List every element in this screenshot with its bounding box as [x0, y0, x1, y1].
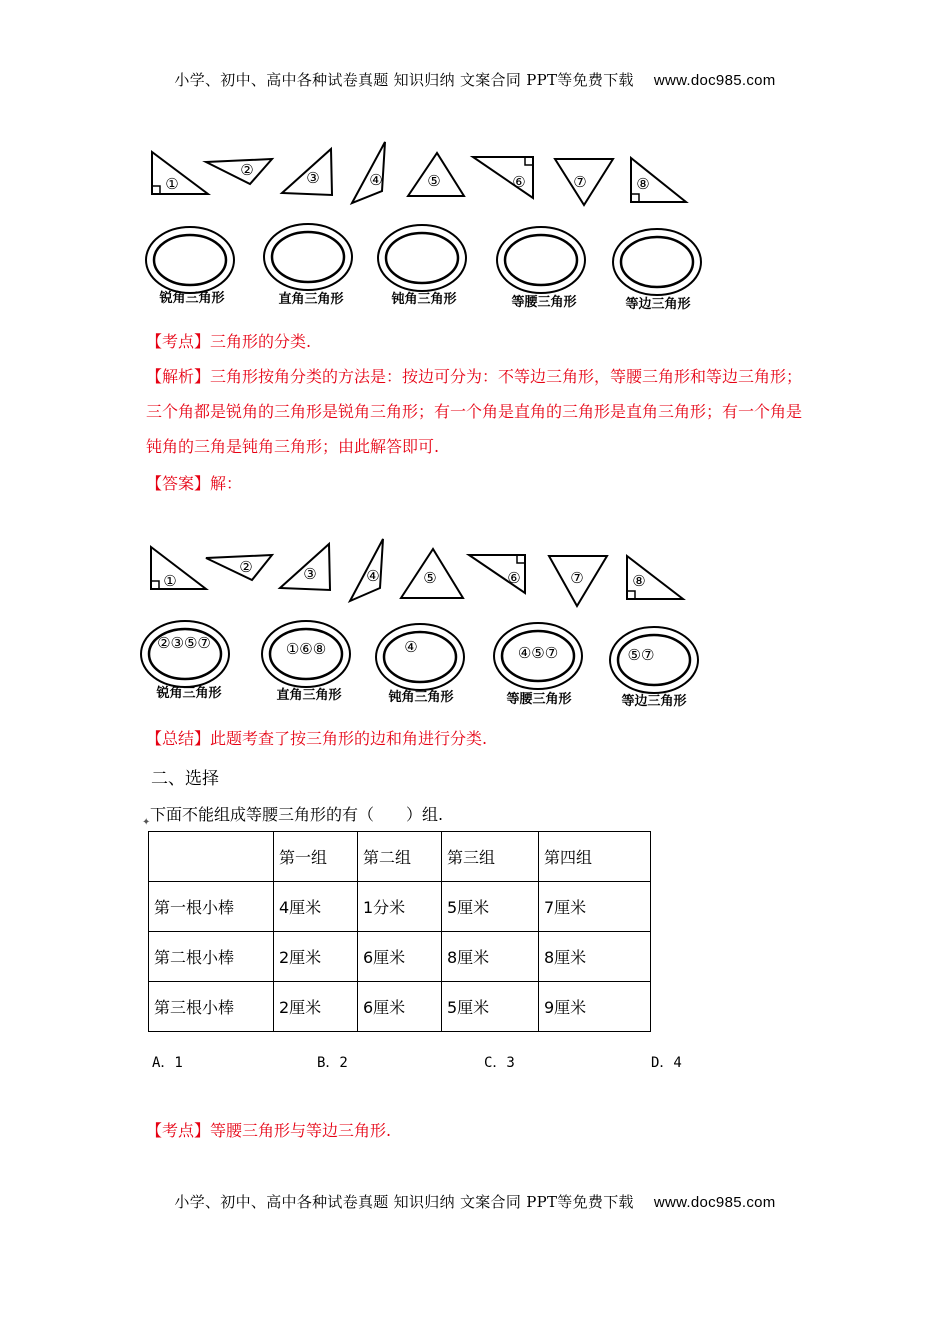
table-cell: 第二组	[358, 832, 442, 882]
answer-category-label: 等边三角形	[621, 694, 687, 709]
answer-triangle-label-8: ⑧	[632, 572, 646, 590]
table-cell: 1分米	[358, 882, 442, 932]
triangle-label-5: ⑤	[427, 172, 441, 190]
answer-right: ①⑥⑧	[285, 640, 327, 658]
kaodian-tag: 【考点】	[146, 1121, 211, 1140]
header-site: www.doc985.com	[653, 72, 776, 89]
category-label: 钝角三角形	[391, 292, 457, 307]
answer-category-label: 等腰三角形	[506, 692, 572, 707]
jiexi	[146, 359, 806, 464]
answer-isosceles: ④⑤⑦	[517, 644, 559, 662]
option-b[interactable]: B．2	[317, 1055, 348, 1071]
table-cell: 4厘米	[274, 882, 358, 932]
table-header-row	[149, 832, 651, 882]
zongjie-text: 此题考查了按三角形的边和角进行分类.	[210, 729, 488, 748]
option-a[interactable]: A．1	[152, 1055, 183, 1071]
option-d[interactable]: D．4	[651, 1055, 682, 1071]
triangle-2	[206, 159, 272, 184]
table-cell: 8厘米	[442, 932, 539, 982]
kaodian-2	[146, 1114, 806, 1148]
category-label: 等边三角形	[625, 297, 691, 312]
table-row	[149, 982, 651, 1032]
triangle-label-8: ⑧	[636, 175, 650, 193]
answer-category-label: 直角三角形	[276, 688, 342, 703]
option-c[interactable]: C．3	[484, 1055, 515, 1071]
answer-triangle-label-7: ⑦	[570, 569, 584, 587]
kaodian-1	[146, 325, 806, 359]
answer-triangle-label-6: ⑥	[507, 569, 521, 587]
kaodian-text: 三角形的分类.	[210, 332, 312, 351]
kaodian-text: 等腰三角形与等边三角形.	[210, 1121, 392, 1140]
triangle-label-7: ⑦	[573, 173, 587, 191]
answer-triangle-label-5: ⑤	[423, 569, 437, 587]
zongjie-tag: 【总结】	[146, 729, 211, 748]
table-cell: 第三组	[442, 832, 539, 882]
question-text: 下面不能组成等腰三角形的有（ ）组.	[150, 805, 444, 824]
triangle-label-4: ④	[369, 171, 383, 189]
table-cell: 第一根小棒	[149, 882, 274, 932]
kaodian-tag: 【考点】	[146, 332, 211, 351]
page-header	[0, 69, 950, 90]
table-cell: 第三根小棒	[149, 982, 274, 1032]
answer-equilateral: ⑤⑦	[627, 646, 655, 664]
table-cell: 第二根小棒	[149, 932, 274, 982]
daan	[146, 467, 806, 501]
anchor-mark: ✦	[142, 817, 151, 828]
table-cell: 6厘米	[358, 982, 442, 1032]
triangle-label-6: ⑥	[512, 173, 526, 191]
table-row	[149, 882, 651, 932]
answer-triangle-label-1: ①	[163, 572, 177, 590]
table-cell: 7厘米	[539, 882, 651, 932]
section-heading: 二、选择	[151, 769, 219, 789]
table-cell: 5厘米	[442, 982, 539, 1032]
answer-obtuse: ④	[404, 638, 418, 656]
category-label: 等腰三角形	[511, 295, 577, 310]
question-figure	[140, 138, 710, 318]
footer-site: www.doc985.com	[653, 1194, 776, 1211]
triangle-label-3: ③	[306, 169, 320, 187]
triangle-label-2: ②	[240, 161, 254, 179]
table-cell: 9厘米	[539, 982, 651, 1032]
table-row	[149, 932, 651, 982]
jiexi-text: 三角形按角分类的方法是：按边可分为：不等边三角形，等腰三角形和等边三角形；三个角都是锐角的三角形是锐角三角形；有一个角是直角的三角形是直角三角形；有一个角是钝角的三角是钝角三角形；由此解答即可.	[146, 367, 803, 456]
category-label: 直角三角形	[278, 292, 344, 307]
answer-triangle-label-2: ②	[239, 558, 253, 576]
daan-text: 解：	[210, 474, 243, 493]
table-cell: 5厘米	[442, 882, 539, 932]
answer-figure	[140, 533, 710, 713]
table-cell: 2厘米	[274, 982, 358, 1032]
table-cell: 2厘米	[274, 932, 358, 982]
header-text: 小学、初中、高中各种试卷真题 知识归纳 文案合同 PPT等免费下载	[174, 71, 634, 89]
triangle-label-1: ①	[165, 175, 179, 193]
daan-tag: 【答案】	[146, 474, 211, 493]
zongjie	[146, 722, 806, 756]
answer-category-label: 钝角三角形	[388, 690, 454, 705]
table-cell	[149, 832, 274, 882]
answer-triangle-label-4: ④	[366, 567, 380, 585]
answer-triangle-label-3: ③	[303, 565, 317, 583]
footer-text: 小学、初中、高中各种试卷真题 知识归纳 文案合同 PPT等免费下载	[174, 1193, 634, 1211]
table-cell: 第一组	[274, 832, 358, 882]
table-cell: 8厘米	[539, 932, 651, 982]
table-cell: 6厘米	[358, 932, 442, 982]
sticks-table	[148, 831, 651, 1032]
category-label: 锐角三角形	[159, 291, 225, 306]
page-footer	[0, 1191, 950, 1212]
table-cell: 第四组	[539, 832, 651, 882]
answer-acute: ②③⑤⑦	[157, 634, 211, 652]
jiexi-tag: 【解析】	[146, 367, 211, 386]
answer-category-label: 锐角三角形	[156, 686, 222, 701]
